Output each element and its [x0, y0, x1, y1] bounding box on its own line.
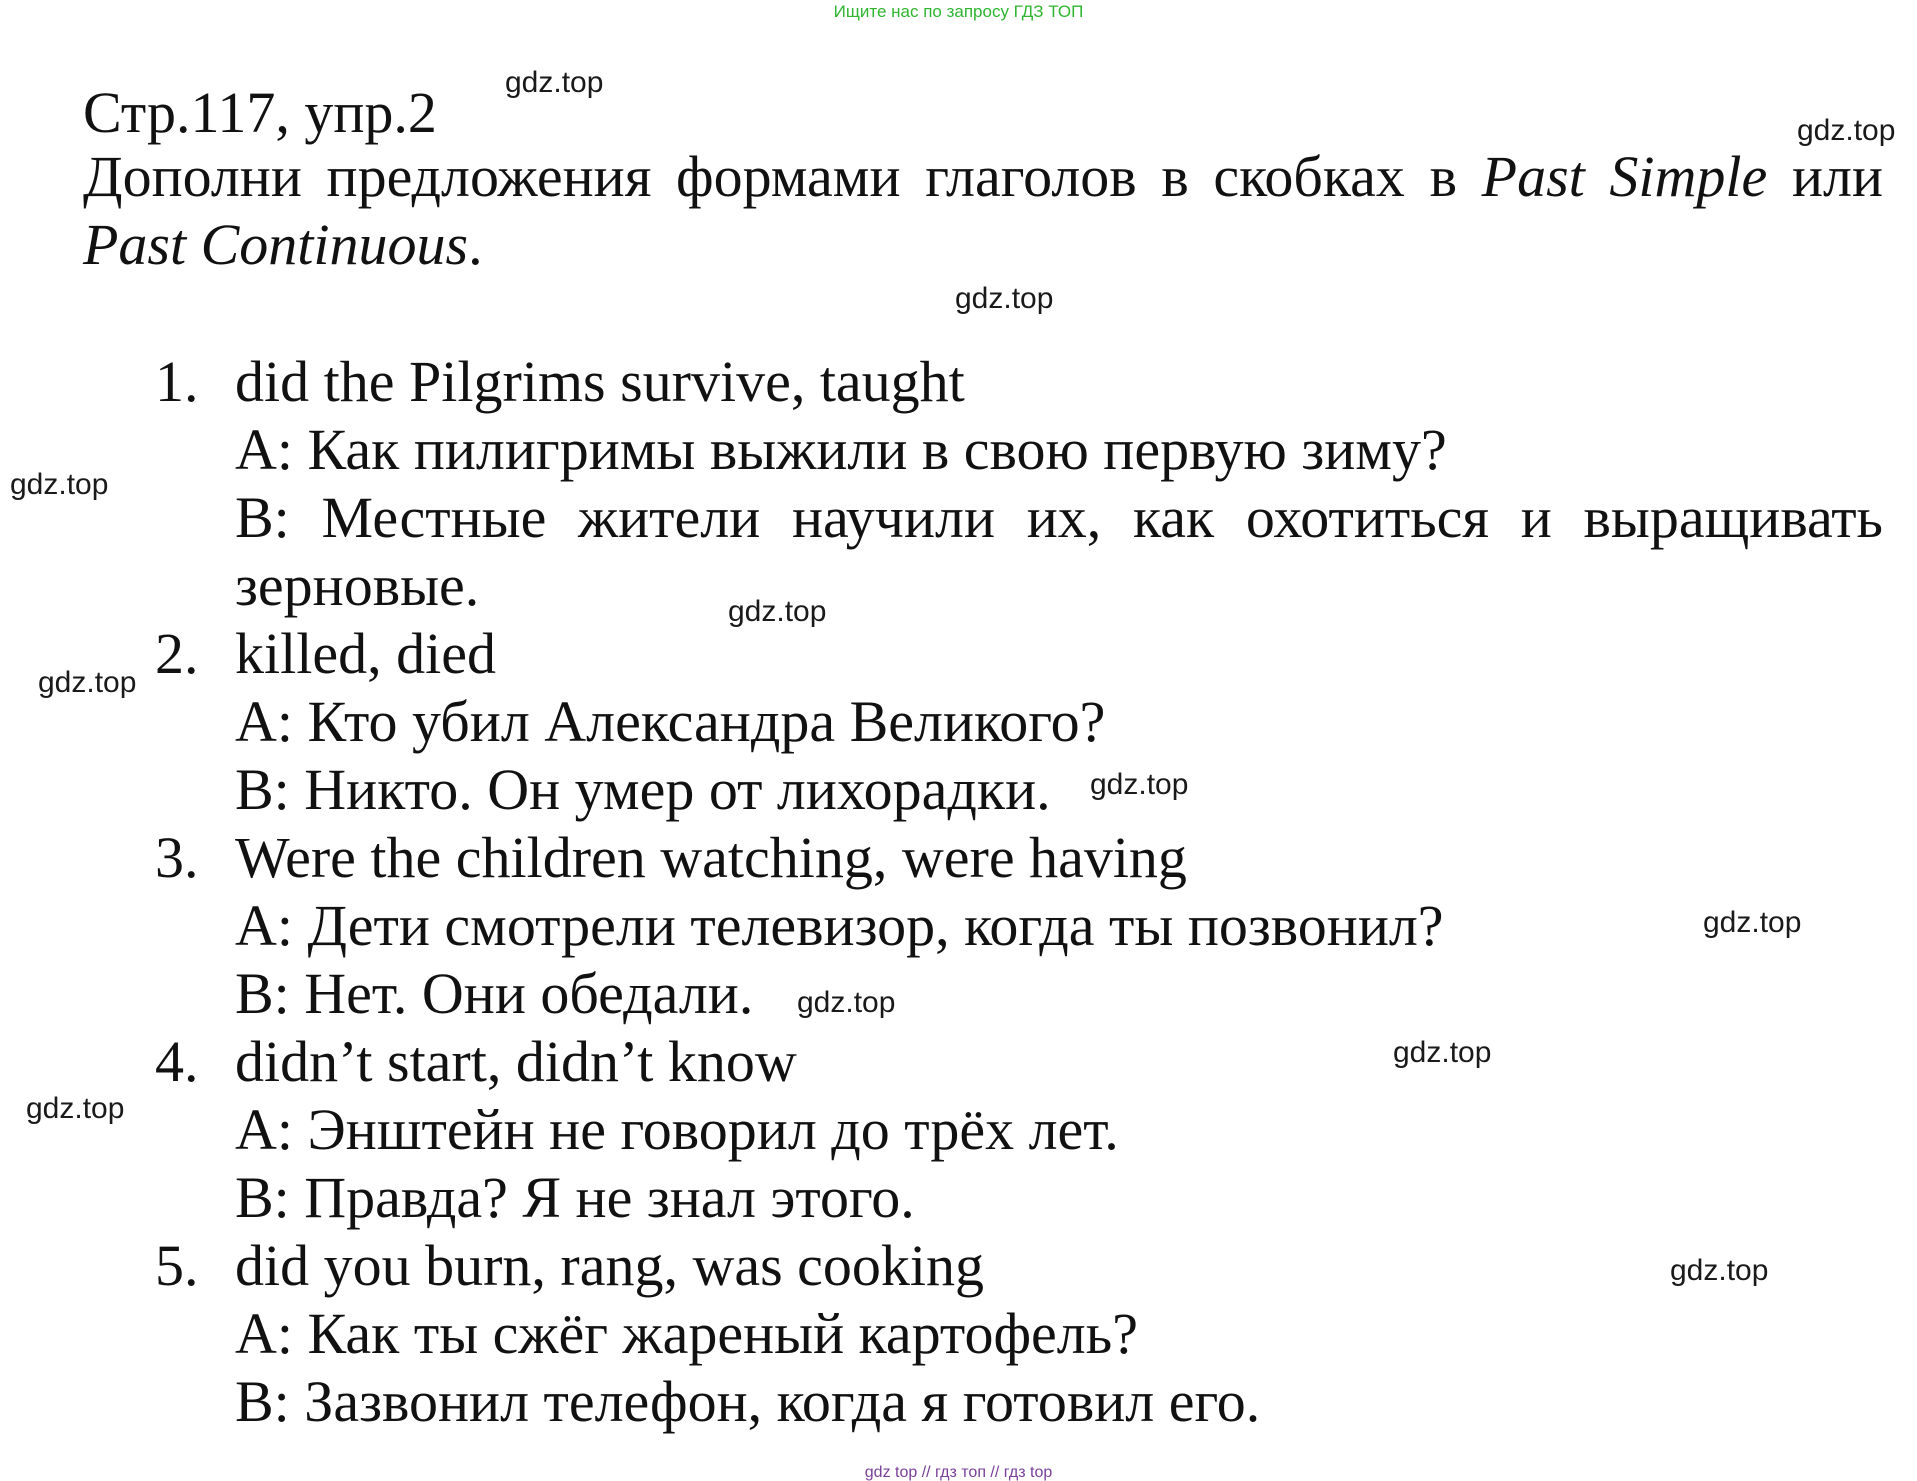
- item-answer: did the Pilgrims survive, taught: [235, 349, 965, 414]
- item-answer: did you burn, rang, was cooking: [235, 1233, 985, 1298]
- item-line-b: B: Правда? Я не знал этого.: [235, 1165, 915, 1230]
- answer-list: [155, 348, 1883, 1436]
- list-item: [155, 348, 1883, 620]
- watermark: gdz.top: [1797, 114, 1896, 147]
- item-line-a: A: Кто убил Александра Великого?: [235, 689, 1106, 754]
- item-line-a: A: Энштейн не говорил до трёх лет.: [235, 1097, 1119, 1162]
- watermark: gdz.top: [1670, 1254, 1769, 1287]
- watermark: gdz.top: [1393, 1036, 1492, 1069]
- list-item: [155, 1232, 1883, 1436]
- item-number: 3.: [155, 825, 199, 890]
- watermark: gdz.top: [10, 468, 109, 501]
- watermark: gdz.top: [955, 282, 1054, 315]
- item-line-b: B: Нет. Они обедали.: [235, 961, 754, 1026]
- item-number: 4.: [155, 1029, 199, 1094]
- list-item: [155, 620, 1883, 824]
- item-line-a: A: Как ты сжёг жареный картофель?: [235, 1301, 1138, 1366]
- top-banner: Ищите нас по запросу ГДЗ ТОП: [833, 2, 1084, 21]
- list-item: [155, 824, 1883, 1028]
- watermark: gdz.top: [728, 595, 827, 628]
- watermark: gdz.top: [505, 66, 604, 99]
- list-item: [155, 1028, 1883, 1232]
- instruction-text-3: .: [468, 212, 483, 277]
- item-number: 1.: [155, 349, 199, 414]
- item-line-b: B: Зазвонил телефон, когда я готовил его.: [235, 1369, 1261, 1434]
- instruction-italic-2: Past Continuous: [83, 212, 469, 277]
- item-line-a: A: Как пилигримы выжили в свою первую зиму?: [235, 417, 1447, 482]
- item-answer: didn’t start, didn’t know: [235, 1029, 797, 1094]
- watermark: gdz.top: [797, 986, 896, 1019]
- watermark: gdz.top: [26, 1092, 125, 1125]
- item-answer: killed, died: [235, 621, 496, 686]
- item-line-b: B: Местные жители научили их, как охотиться и выращивать зерновые.: [235, 485, 1883, 618]
- item-line-b: B: Никто. Он умер от лихорадки.: [235, 757, 1051, 822]
- watermark: gdz.top: [1090, 768, 1189, 801]
- instruction-text-2: или: [1767, 144, 1883, 209]
- watermark: gdz.top: [38, 666, 137, 699]
- instruction-text-1: Дополни предложения формами глаголов в скобках в: [83, 144, 1482, 209]
- item-number: 5.: [155, 1233, 199, 1298]
- watermark: gdz.top: [1703, 906, 1802, 939]
- item-answer: Were the children watching, were having: [235, 825, 1187, 890]
- item-line-a: A: Дети смотрели телевизор, когда ты позвонил?: [235, 893, 1444, 958]
- bottom-banner: gdz top // гдз топ // гдз top: [864, 1464, 1053, 1481]
- page-title: Стр.117, упр.2: [83, 80, 437, 145]
- instruction-italic-1: Past Simple: [1481, 144, 1768, 209]
- item-number: 2.: [155, 621, 199, 686]
- instruction: [83, 143, 1883, 279]
